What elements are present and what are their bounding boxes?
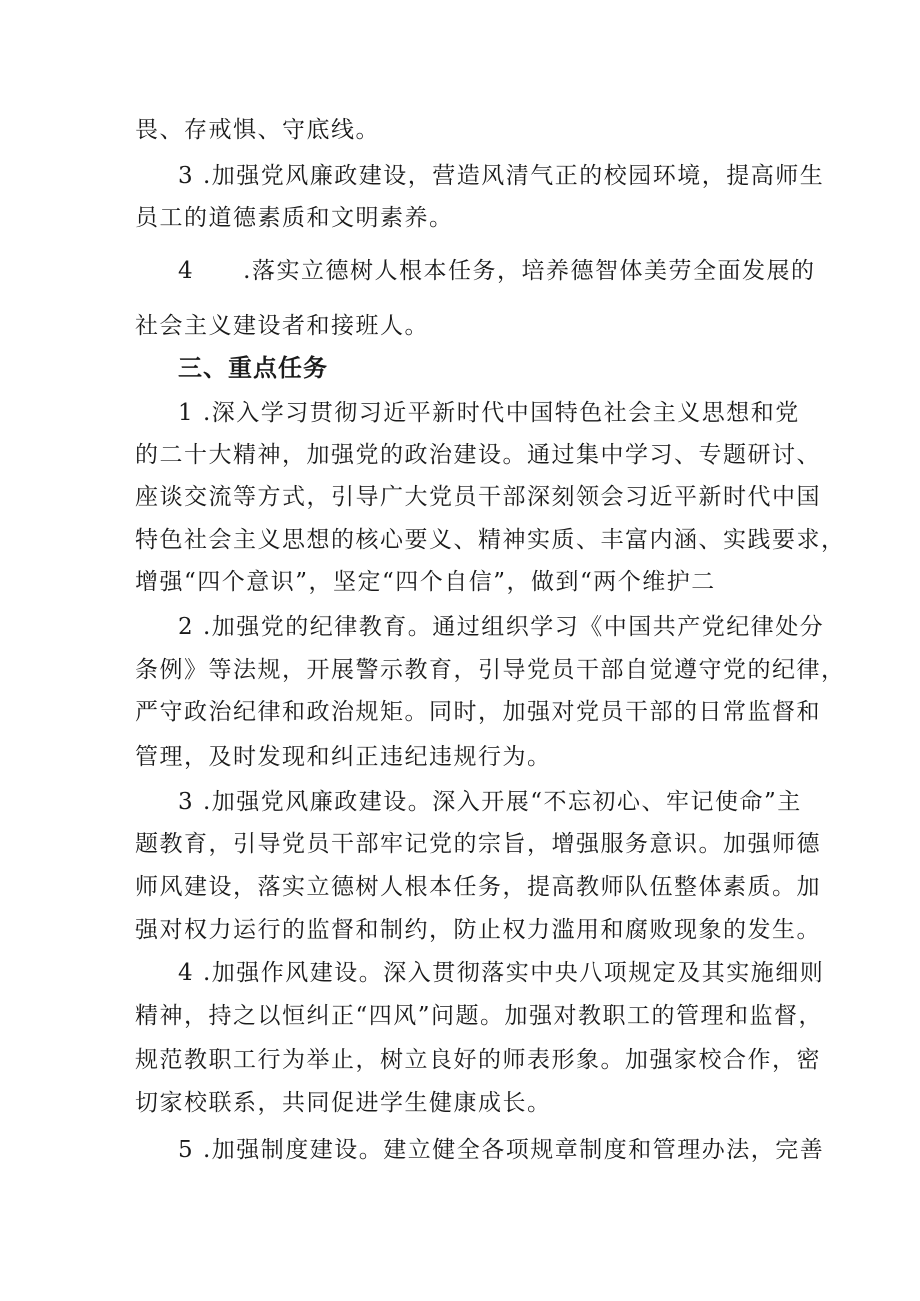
text-line: 特色社会主义思想的核心要义、精神实质、丰富内涵、实践要求， [135,527,846,553]
section-heading: 三、重点任务 [178,354,328,382]
text-line: 3 .加强党风廉政建设。深入开展“不忘初心、牢记使命”主 [178,789,802,815]
text-line: 师风建设，落实立德树人根本任务，提高教师队伍整体素质。加 [135,874,821,900]
text-line: 精神，持之以恒纠正“四风”问题。加强对教职工的管理和监督， [135,1003,824,1029]
text-line: 5 .加强制度建设。建立健全各项规章制度和管理办法，完善 [178,1137,825,1163]
text-line: 3 .加强党风廉政建设，营造风清气正的校园环境，提高师生 [178,163,825,189]
text-line: 的二十大精神，加强党的政治建设。通过集中学习、专题研讨、 [135,442,821,468]
text-line: 4 .落实立德树人根本任务，培养德智体美劳全面发展的 [178,258,816,284]
text-line: 2 .加强党的纪律教育。通过组织学习《中国共产党纪律处分 [178,614,825,640]
text-line: 题教育，引导党员干部牢记党的宗旨，增强服务意识。加强师德 [135,831,821,857]
text-line: 1 .深入学习贯彻习近平新时代中国特色社会主义思想和党 [178,400,800,426]
text-line: 规范教职工行为举止，树立良好的师表形象。加强家校合作，密 [135,1047,821,1073]
text-line: 畏、存戒惧、守底线。 [135,117,380,143]
text-line: 社会主义建设者和接班人。 [135,313,429,339]
text-line: 4 .加强作风建设。深入贯彻落实中央八项规定及其实施细则 [178,960,825,986]
text-line: 强对权力运行的监督和制约，防止权力滥用和腐败现象的发生。 [135,917,821,943]
text-line: 增强“四个意识”，坚定“四个自信”，做到“两个维护二 [135,569,716,595]
text-line: 切家校联系，共同促进学生健康成长。 [135,1090,552,1116]
text-line: 严守政治纪律和政治规矩。同时，加强对党员干部的日常监督和 [135,699,821,725]
text-line: 条例》等法规，开展警示教育，引导党员干部自觉遵守党的纪律， [135,657,846,683]
text-line: 管理，及时发现和纠正违纪违规行为。 [135,744,552,770]
text-line: 座谈交流等方式，引导广大党员干部深刻领会习近平新时代中国 [135,484,821,510]
text-line: 员工的道德素质和文明素养。 [135,205,454,231]
